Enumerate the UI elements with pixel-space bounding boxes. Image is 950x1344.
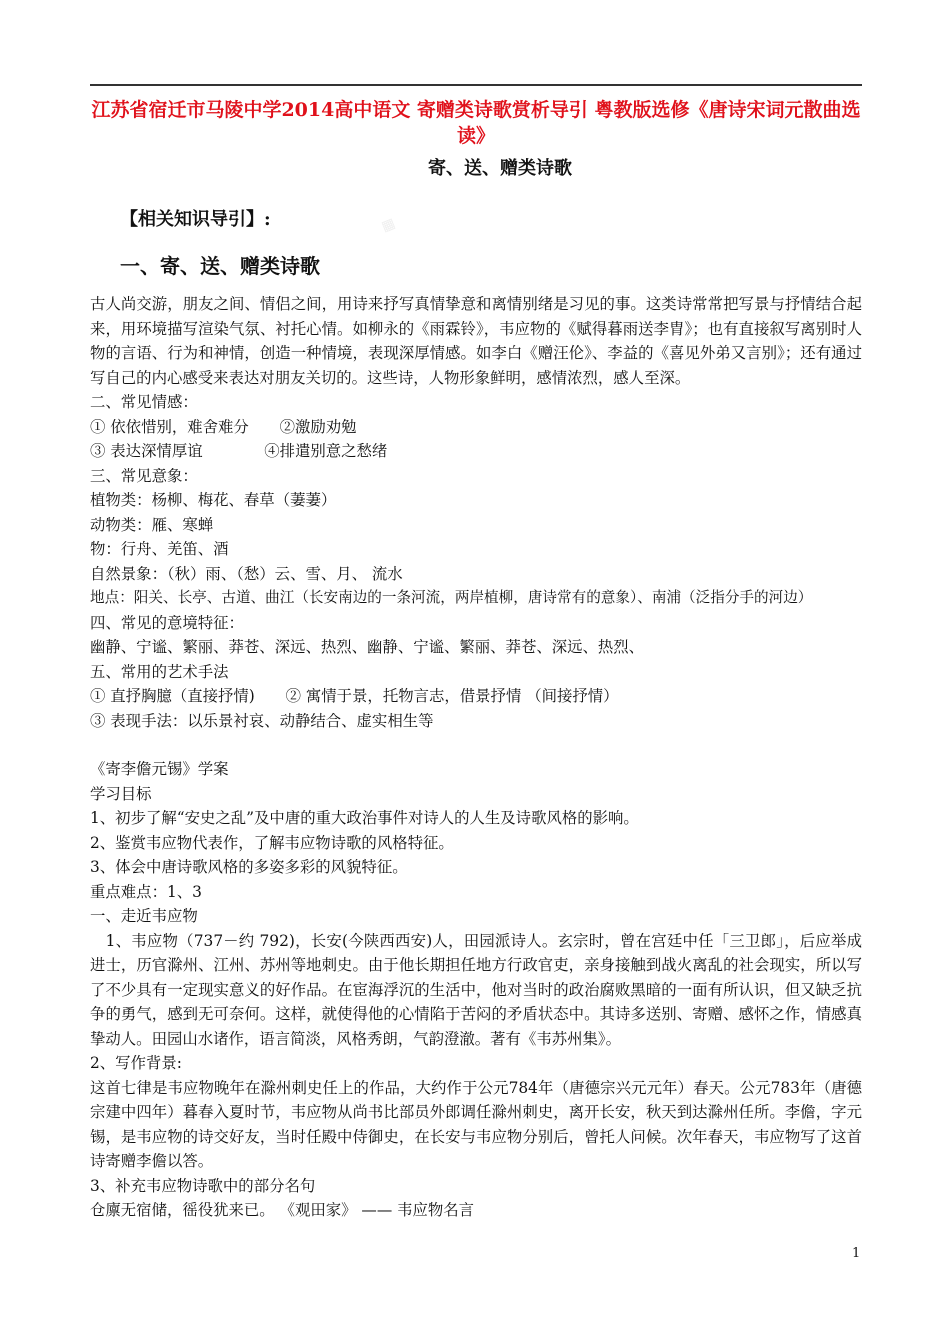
text-line: 三、常见意象： [90, 466, 198, 485]
text-line: 物：行舟、羌笛、酒 [90, 540, 229, 558]
text-line: 3、体会中唐诗歌风格的多姿多彩的风貌特征。 [90, 858, 408, 876]
text-line: 植物类：杨柳、梅花、春草（萋萋） [90, 491, 337, 509]
spacer [90, 733, 862, 757]
text-line: ③ 表现手法：以乐景衬哀、动静结合、虚实相生等 [90, 711, 434, 730]
section-subheading: 一、寄、送、赠类诗歌 [120, 254, 320, 278]
intro-paragraph: 古人尚交游，朋友之间、情侣之间，用诗来抒写真情挚意和离情别绪是习见的事。这类诗常常把写景与抒情结合起来，用环境描写渲染气氛、衬托心情。如柳永的《雨霖铃》，韦应物的《赋得暮雨送李胄》；也有直接叙写离别时人物的言语、行为和神情，创造一种情境，表现深厚情感。如李白《赠汪伦》、李益的《喜见外弟又言别》；还有通过写自己的内心感受来表达对朋友关切的。这些诗，人物形象鲜明，感情浓烈，感人至深。 [90, 295, 862, 387]
text-line: ③ 表达深情厚谊 ④排遣别意之愁绪 [90, 442, 388, 460]
text-line: 四、常见的意境特征： [90, 613, 244, 632]
document-body [90, 292, 862, 1223]
bio-paragraph: 1、韦应物（737－约 792)，长安(今陕西西安)人，田园派诗人。玄宗时，曾在宫廷中任「三卫郎」，后应举成进士，历官滁州、江州、苏州等地刺史。由于他长期担任地方行政官吏，亲身接触到战火离乱的社会现实，所以写了不少具有一定现实意义的好作品。在宦海浮沉的生活中，他对当时的政治腐败黑暗的一面有所认识，但又缺乏抗争的勇气，感到无可奈何。这样，就使得他的心情陷于苦闷的矛盾状态中。其诗多送别、寄赠、感怀之作，情感真挚动人。田园山水诸作，语言简淡，风格秀朗，气韵澄澈。著有《韦苏州集》。 [90, 931, 862, 1048]
text-line: 《寄李儋元锡》学案 [90, 760, 229, 778]
text-line: 学习目标 [90, 784, 152, 803]
text-line: 一、走近韦应物 [90, 907, 198, 925]
text-line: 1、初步了解“安史之乱”及中唐的重大政治事件对诗人的人生及诗歌风格的影响。 [90, 809, 639, 827]
text-line: 五、常用的艺术手法 [90, 662, 229, 681]
text-line: 重点难点：1、3 [90, 882, 202, 901]
text-line: 幽静、宁谧、繁丽、莽苍、深远、热烈、幽静、宁谧、繁丽、莽苍、深远、热烈、 [90, 638, 645, 656]
text-line: ① 直抒胸臆（直接抒情) ② 寓情于景，托物言志，借景抒情 （间接抒情） [90, 687, 619, 705]
document-title: 江苏省宿迁市马陵中学2014高中语文 寄赠类诗歌赏析导引 粤教版选修《唐诗宋词元散曲选读》 [91, 99, 861, 147]
text-line: ① 依依惜别，难舍难分 ②激励劝勉 [90, 417, 357, 436]
header-rule [90, 84, 862, 86]
section-heading: 【相关知识导引】: [120, 209, 271, 230]
text-line: 二、常见情感： [90, 393, 198, 411]
background-paragraph: 这首七律是韦应物晚年在滁州刺史任上的作品，大约作于公元784年（唐德宗兴元元年）春天。公元783年（唐德宗建中四年）暮春入夏时节，韦应物从尚书比部员外郎调任滁州刺史，离开长安，秋天到达滁州任所。李儋，字元锡，是韦应物的诗交好友，当时任殿中侍御史，在长安与韦应物分别后，曾托人问候。次年春天，韦应物写了这首诗寄赠李儋以答。 [90, 1078, 862, 1170]
text-line: 动物类：雁、寒蝉 [90, 515, 214, 534]
page-number: 1 [852, 1246, 861, 1261]
text-line: 2、写作背景: [90, 1054, 182, 1072]
text-line: 仓廪无宿储，徭役犹来已。 《观田家》 —— 韦应物名言 [90, 1201, 475, 1219]
text-line: 自然景象：（秋）雨、（愁）云、雪、月、 流水 [90, 564, 403, 583]
text-line: 地点：阳关、长亭、古道、曲江（长安南边的一条河流，两岸植柳，唐诗常有的意象）、南浦（泛指分手的河边） [90, 589, 813, 606]
watermark: ▦ [379, 215, 398, 236]
text-line: 3、补充韦应物诗歌中的部分名句 [90, 1176, 316, 1195]
document-subtitle: 寄、送、赠类诗歌 [428, 158, 572, 179]
text-line: 2、鉴赏韦应物代表作，了解韦应物诗歌的风格特征。 [90, 833, 454, 852]
